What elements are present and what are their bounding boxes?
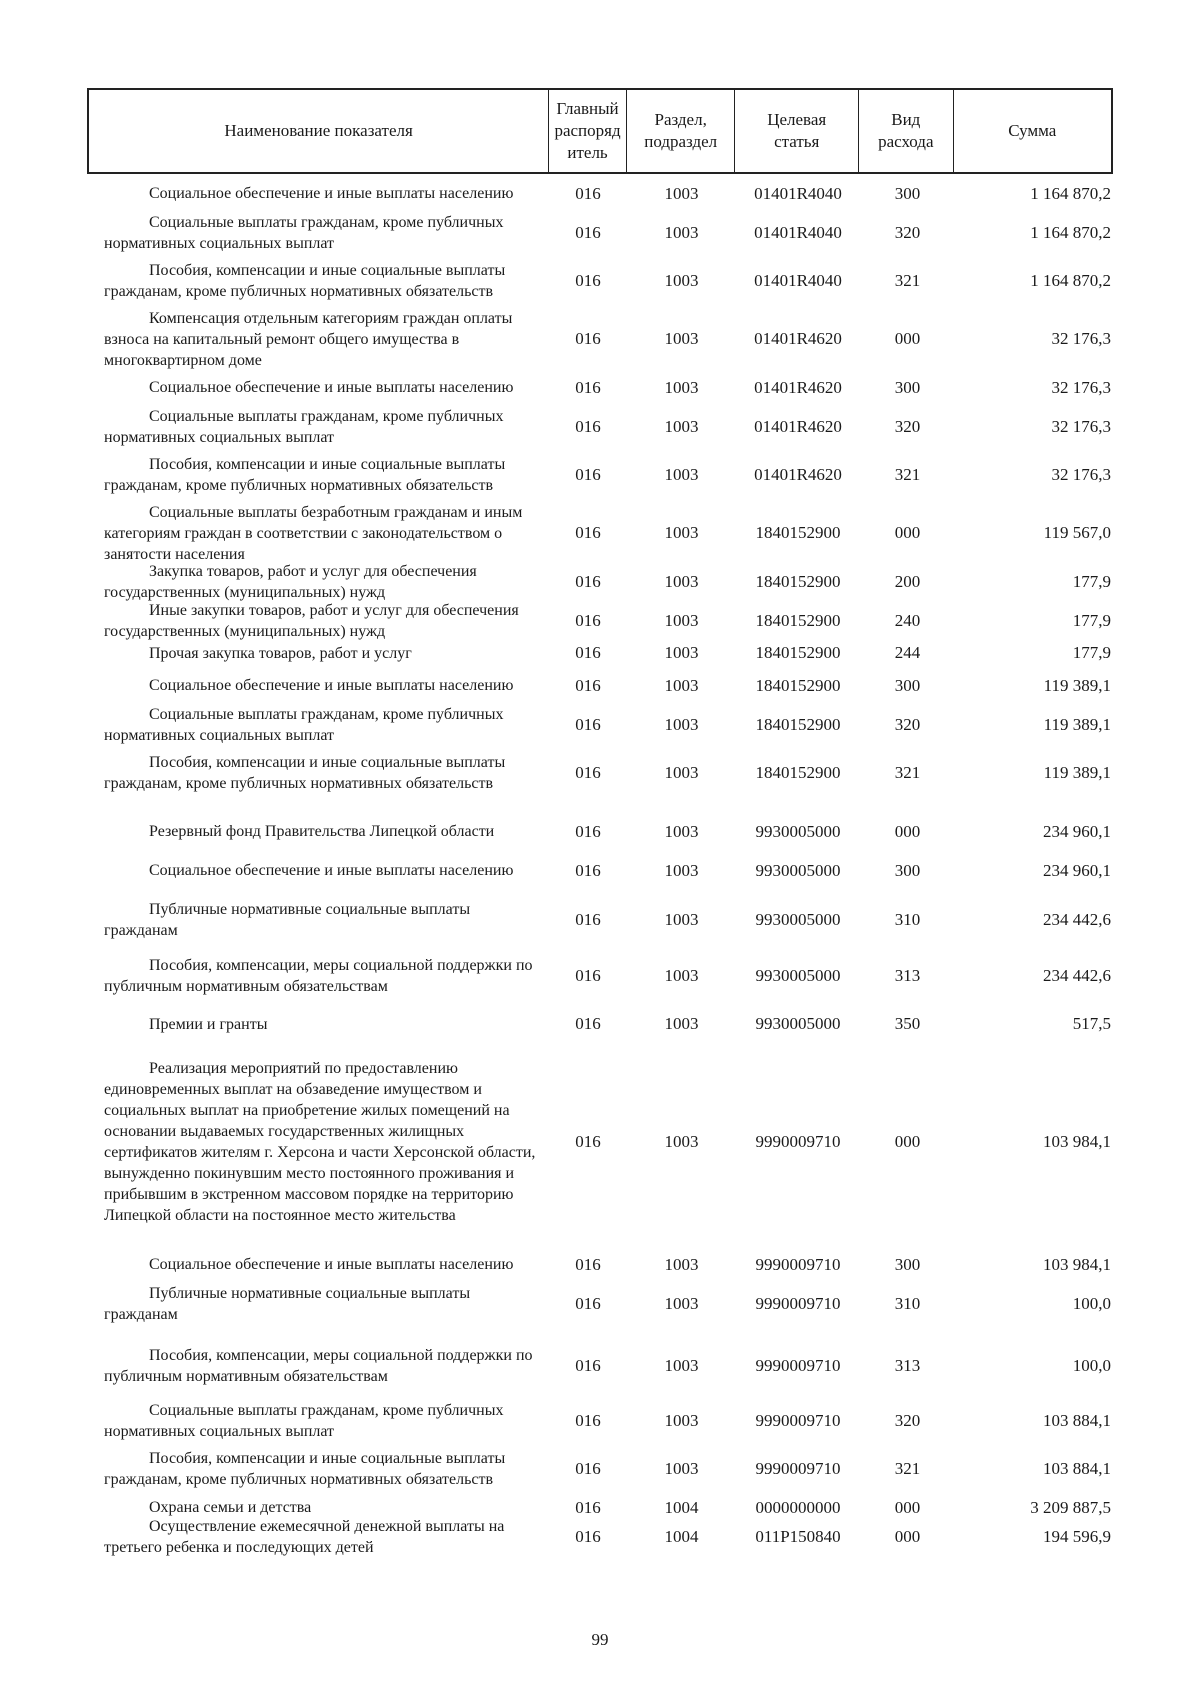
cell-razdel: 1004 (664, 1526, 699, 1546)
cell-glavny: 016 (575, 465, 601, 484)
cell-glavny: 016 (575, 416, 601, 436)
cell-name: Публичные нормативные социальные выплаты гражданам (104, 1284, 471, 1323)
row-spacer (87, 1323, 1113, 1337)
cell-razdel: 1003 (664, 377, 699, 397)
cell-celevaya: 9990009710 (755, 1293, 841, 1313)
cell-razdel: 1003 (664, 329, 699, 348)
cell-glavny: 016 (575, 763, 601, 782)
table-row (87, 705, 1113, 744)
cell-celevaya: 01401R4620 (754, 377, 842, 397)
cell-celevaya: 9990009710 (755, 1132, 841, 1151)
cell-name: Пособия, компенсации и иные социальные выплаты гражданам, кроме публичных нормативных обязательств (104, 1450, 506, 1488)
cell-vid: 300 (894, 1254, 921, 1274)
cell-glavny: 016 (575, 1497, 601, 1517)
cell-summa: 234 960,1 (1043, 860, 1111, 880)
cell-razdel: 1003 (664, 610, 699, 630)
cell-name: Резервный фонд Правительства Липецкой области (149, 823, 495, 840)
row-spacer (87, 1037, 1113, 1045)
table-header (87, 88, 1113, 174)
cell-razdel: 1003 (664, 860, 699, 880)
table-row (87, 1401, 1113, 1440)
cell-name: Социальные выплаты гражданам, кроме публичных нормативных социальных выплат (104, 1401, 504, 1440)
cell-summa: 32 176,3 (1051, 465, 1111, 484)
cell-vid: 000 (894, 329, 921, 348)
cell-celevaya: 1840152900 (755, 714, 841, 734)
cell-razdel: 1003 (664, 1356, 699, 1375)
cell-name: Социальные выплаты гражданам, кроме публичных нормативных социальных выплат (104, 705, 504, 744)
cell-razdel: 1003 (664, 675, 699, 695)
cell-summa: 100,0 (1072, 1356, 1111, 1375)
cell-glavny: 016 (575, 1410, 601, 1430)
cell-razdel: 1003 (664, 821, 699, 841)
cell-name: Пособия, компенсации, меры социальной поддержки по публичным нормативным обязательствам (104, 957, 533, 995)
cell-celevaya: 1840152900 (755, 643, 841, 662)
cell-name: Закупка товаров, работ и услуг для обеспечения государственных (муниципальных) нужд (104, 562, 477, 601)
cell-glavny: 016 (575, 222, 601, 242)
cell-summa: 103 884,1 (1043, 1459, 1111, 1478)
cell-name: Компенсация отдельным категориям граждан оплаты взноса на капитальный ремонт общего имущества в многоквартирном доме (104, 309, 513, 369)
cell-razdel: 1003 (664, 183, 699, 203)
cell-glavny: 016 (575, 183, 601, 203)
table-row (87, 947, 1113, 1005)
cell-glavny: 016 (575, 571, 601, 591)
cell-name: Социальное обеспечение и иные выплаты населению (149, 1256, 514, 1273)
table-row (87, 744, 1113, 802)
cell-summa: 3 209 887,5 (1030, 1497, 1111, 1517)
cell-name: Социальные выплаты безработным гражданам и иным категориям граждан в соответствии с законодательством о занятости населения (104, 503, 523, 563)
cell-summa: 119 389,1 (1043, 714, 1111, 734)
cell-summa: 103 884,1 (1043, 1410, 1111, 1430)
cell-vid: 350 (894, 1014, 921, 1033)
table-row (87, 1498, 1113, 1517)
cell-razdel: 1003 (664, 416, 699, 436)
cell-vid: 313 (894, 966, 921, 985)
cell-vid: 000 (894, 1132, 921, 1151)
cell-vid: 000 (894, 1497, 921, 1517)
cell-razdel: 1004 (664, 1497, 699, 1517)
header-summa: Сумма (1008, 121, 1057, 140)
cell-glavny: 016 (575, 1356, 601, 1375)
cell-celevaya: 1840152900 (755, 523, 841, 542)
cell-summa: 119 567,0 (1043, 523, 1111, 542)
cell-vid: 000 (894, 523, 921, 542)
table-row (87, 1011, 1113, 1037)
table-row (87, 174, 1113, 213)
cell-summa: 1 164 870,2 (1030, 271, 1111, 290)
cell-name: Реализация мероприятий по предоставлению единовременных выплат на обзаведение имуществом и социальных выплат на приобретение жилых помещений на основании выдаваемых государственных жилищных сертификатов жителям г. Херсона и части Херсонской области, вынужденно покинувшим место постоянного проживания и прибывшим в экстренном массовом порядке на территорию Липецкой области на постоянное место жительства (104, 1060, 536, 1224)
table-row (87, 640, 1113, 666)
cell-razdel: 1003 (664, 1132, 699, 1151)
cell-vid: 313 (894, 1356, 921, 1375)
cell-summa: 177,9 (1072, 643, 1111, 662)
cell-vid: 320 (894, 1410, 921, 1430)
cell-vid: 244 (894, 643, 921, 662)
cell-glavny: 016 (575, 329, 601, 348)
cell-celevaya: 9990009710 (755, 1410, 841, 1430)
cell-celevaya: 9990009710 (755, 1254, 841, 1274)
cell-celevaya: 0000000000 (755, 1497, 841, 1517)
cell-vid: 300 (894, 377, 921, 397)
cell-summa: 32 176,3 (1051, 329, 1111, 348)
cell-name: Пособия, компенсации и иные социальные выплаты гражданам, кроме публичных нормативных обязательств (104, 262, 506, 300)
cell-celevaya: 9930005000 (755, 860, 841, 880)
cell-name: Пособия, компенсации и иные социальные выплаты гражданам, кроме публичных нормативных обязательств (104, 754, 506, 792)
cell-name: Социальные выплаты гражданам, кроме публичных нормативных социальных выплат (104, 213, 504, 252)
cell-celevaya: 01401R4040 (754, 271, 842, 290)
cell-celevaya: 01401R4040 (754, 222, 842, 242)
table-row (87, 504, 1113, 562)
cell-celevaya: 1840152900 (755, 571, 841, 591)
cell-celevaya: 1840152900 (755, 763, 841, 782)
cell-summa: 177,9 (1072, 571, 1111, 591)
cell-glavny: 016 (575, 860, 601, 880)
cell-vid: 240 (894, 610, 921, 630)
cell-vid: 300 (894, 860, 921, 880)
cell-celevaya: 01401R4040 (754, 183, 842, 203)
cell-name: Публичные нормативные социальные выплаты гражданам (104, 900, 471, 939)
cell-summa: 119 389,1 (1043, 763, 1111, 782)
row-spacer (87, 802, 1113, 812)
cell-razdel: 1003 (664, 1014, 699, 1033)
cell-celevaya: 9990009710 (755, 1459, 841, 1478)
table-row (87, 310, 1113, 368)
cell-summa: 1 164 870,2 (1030, 183, 1111, 203)
cell-summa: 234 442,6 (1043, 966, 1111, 985)
cell-vid: 310 (894, 1293, 921, 1313)
cell-vid: 321 (894, 763, 921, 782)
table-row (87, 601, 1113, 640)
cell-summa: 517,5 (1072, 1014, 1111, 1033)
cell-razdel: 1003 (664, 222, 699, 242)
cell-vid: 200 (894, 571, 921, 591)
table-row (87, 1045, 1113, 1239)
cell-summa: 32 176,3 (1051, 416, 1111, 436)
cell-glavny: 016 (575, 1014, 601, 1033)
cell-razdel: 1003 (664, 465, 699, 484)
cell-vid: 320 (894, 416, 921, 436)
table-row (87, 562, 1113, 601)
cell-celevaya: 01401R4620 (754, 329, 842, 348)
cell-glavny: 016 (575, 1526, 601, 1546)
table-row (87, 213, 1113, 252)
cell-vid: 321 (894, 271, 921, 290)
page-number: 99 (591, 1630, 609, 1649)
cell-razdel: 1003 (664, 763, 699, 782)
table-row (87, 1337, 1113, 1395)
cell-glavny: 016 (575, 1132, 601, 1151)
table-row (87, 368, 1113, 407)
cell-name: Социальное обеспечение и иные выплаты населению (149, 677, 514, 694)
table-row (87, 1284, 1113, 1323)
header-glavny: Главный распоряд итель (549, 90, 627, 172)
table-row (87, 666, 1113, 705)
cell-razdel: 1003 (664, 643, 699, 662)
cell-celevaya: 1840152900 (755, 610, 841, 630)
table-row (87, 407, 1113, 446)
cell-celevaya: 9930005000 (755, 909, 841, 929)
cell-celevaya: 9990009710 (755, 1356, 841, 1375)
cell-celevaya: 9930005000 (755, 966, 841, 985)
header-name: Наименование показателя (89, 90, 549, 172)
cell-vid: 310 (894, 909, 921, 929)
table-row (87, 1440, 1113, 1498)
cell-celevaya: 9930005000 (755, 1014, 841, 1033)
cell-glavny: 016 (575, 643, 601, 662)
table-row (87, 252, 1113, 310)
cell-name: Пособия, компенсации, меры социальной поддержки по публичным нормативным обязательствам (104, 1347, 533, 1385)
cell-glavny: 016 (575, 523, 601, 542)
cell-celevaya: 1840152900 (755, 675, 841, 695)
table-row (87, 851, 1113, 890)
cell-glavny: 016 (575, 610, 601, 630)
cell-name: Охрана семьи и детства (149, 1499, 312, 1516)
cell-razdel: 1003 (664, 571, 699, 591)
table-row (87, 900, 1113, 939)
table-row (87, 1245, 1113, 1284)
cell-summa: 103 984,1 (1043, 1132, 1111, 1151)
cell-name: Пособия, компенсации и иные социальные выплаты гражданам, кроме публичных нормативных обязательств (104, 456, 506, 494)
header-razdel: Раздел, подраздел (627, 90, 736, 172)
cell-glavny: 016 (575, 1459, 601, 1478)
cell-razdel: 1003 (664, 1254, 699, 1274)
cell-vid: 000 (894, 1526, 921, 1546)
cell-summa: 194 596,9 (1043, 1526, 1111, 1546)
cell-celevaya: 9930005000 (755, 821, 841, 841)
cell-vid: 000 (894, 821, 921, 841)
cell-name: Социальное обеспечение и иные выплаты населению (149, 379, 514, 396)
table-row (87, 446, 1113, 504)
header-vid: Вид расхода (859, 90, 954, 172)
cell-celevaya: 01401R4620 (754, 465, 842, 484)
cell-vid: 321 (894, 465, 921, 484)
cell-name: Социальное обеспечение и иные выплаты населению (149, 185, 514, 202)
cell-summa: 177,9 (1072, 610, 1111, 630)
cell-celevaya: 011P150840 (755, 1526, 841, 1546)
cell-razdel: 1003 (664, 909, 699, 929)
cell-glavny: 016 (575, 821, 601, 841)
cell-razdel: 1003 (664, 1459, 699, 1478)
cell-name: Иные закупки товаров, работ и услуг для обеспечения государственных (муниципальных) нужд (104, 601, 519, 640)
cell-vid: 300 (894, 675, 921, 695)
cell-summa: 119 389,1 (1043, 675, 1111, 695)
table-row (87, 812, 1113, 851)
cell-summa: 100,0 (1072, 1293, 1111, 1313)
cell-glavny: 016 (575, 714, 601, 734)
cell-summa: 234 960,1 (1043, 821, 1111, 841)
cell-name: Социальные выплаты гражданам, кроме публичных нормативных социальных выплат (104, 407, 504, 446)
cell-name: Осуществление ежемесячной денежной выплаты на третьего ребенка и последующих детей (104, 1517, 505, 1556)
cell-summa: 1 164 870,2 (1030, 222, 1111, 242)
cell-razdel: 1003 (664, 1410, 699, 1430)
cell-name: Социальное обеспечение и иные выплаты населению (149, 862, 514, 879)
cell-name: Премии и гранты (149, 1015, 268, 1033)
cell-glavny: 016 (575, 675, 601, 695)
cell-summa: 103 984,1 (1043, 1254, 1111, 1274)
cell-glavny: 016 (575, 966, 601, 985)
cell-glavny: 016 (575, 377, 601, 397)
header-celevaya: Целевая статья (735, 90, 859, 172)
cell-vid: 320 (894, 714, 921, 734)
cell-name: Прочая закупка товаров, работ и услуг (149, 644, 412, 662)
cell-glavny: 016 (575, 1254, 601, 1274)
cell-glavny: 016 (575, 909, 601, 929)
table-body (87, 174, 1113, 1556)
cell-summa: 32 176,3 (1051, 377, 1111, 397)
cell-vid: 300 (894, 183, 921, 203)
cell-razdel: 1003 (664, 1293, 699, 1313)
cell-summa: 234 442,6 (1043, 909, 1111, 929)
cell-glavny: 016 (575, 1293, 601, 1313)
cell-razdel: 1003 (664, 271, 699, 290)
cell-razdel: 1003 (664, 523, 699, 542)
cell-celevaya: 01401R4620 (754, 416, 842, 436)
table-row (87, 1517, 1113, 1556)
cell-vid: 321 (894, 1459, 921, 1478)
cell-glavny: 016 (575, 271, 601, 290)
cell-razdel: 1003 (664, 966, 699, 985)
cell-razdel: 1003 (664, 714, 699, 734)
cell-vid: 320 (894, 222, 921, 242)
